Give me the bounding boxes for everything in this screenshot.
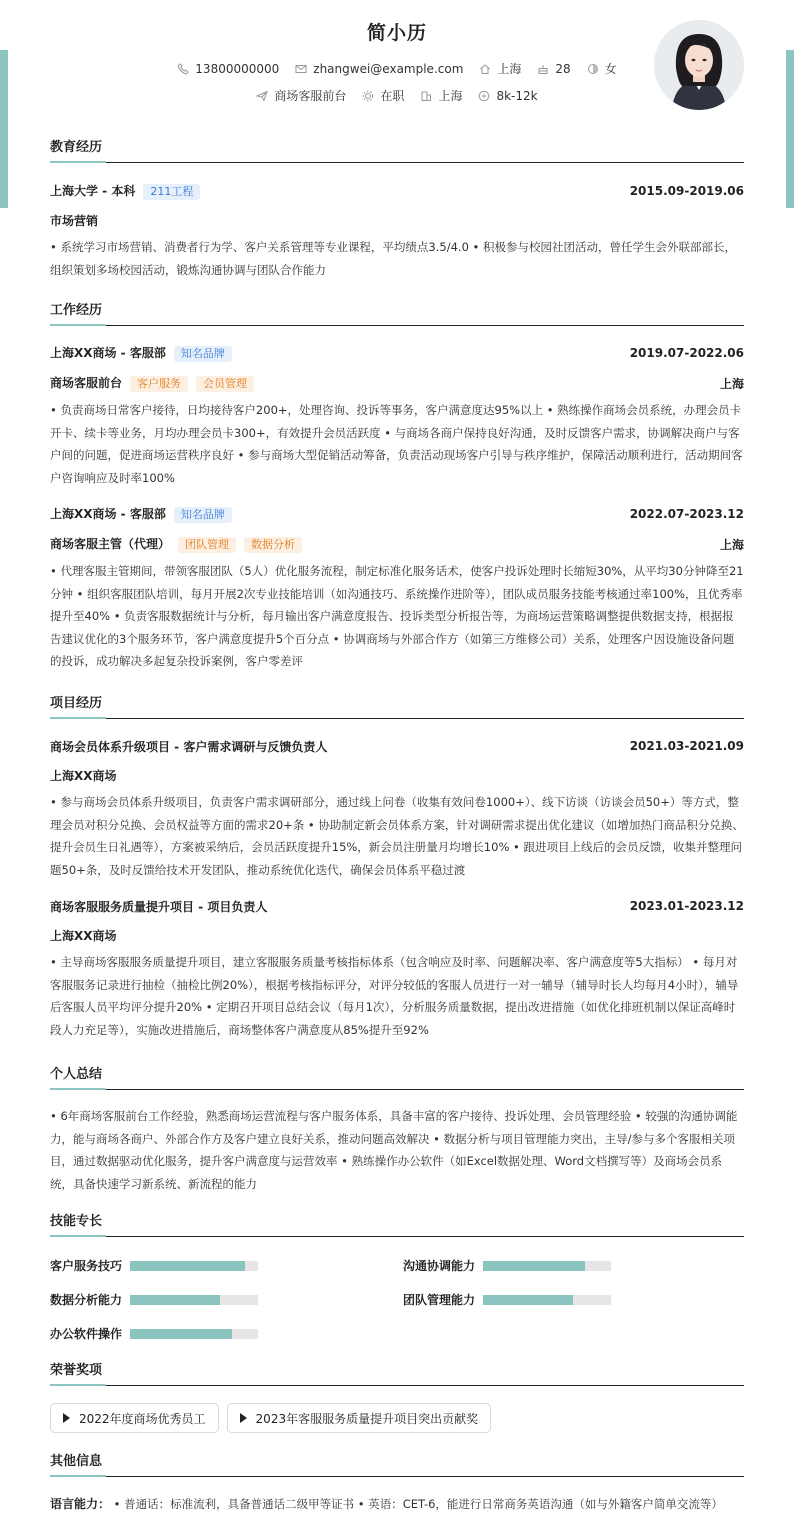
language-text: • 普通话：标准流利，具备普通话二级甲等证书 • 英语：CET-6，能进行日常商务英语沟通（如与外籍客户简单交流等） bbox=[113, 1497, 723, 1511]
skill-bar-fill bbox=[130, 1261, 245, 1271]
gender-item bbox=[587, 60, 617, 77]
triangle-icon bbox=[63, 1413, 70, 1423]
home-icon bbox=[479, 63, 491, 75]
city-text: 上海 bbox=[497, 62, 522, 76]
work-date: 2022.07-2023.12 bbox=[629, 507, 744, 521]
work-location: 上海 bbox=[719, 537, 744, 552]
project-name: 商场客服服务质量提升项目 - 项目负责人 bbox=[50, 899, 268, 914]
salary-text: 8k-12k bbox=[496, 88, 538, 103]
projects-section bbox=[50, 694, 744, 1041]
job-role: 商场客服主管（代理） 团队管理 数据分析 bbox=[50, 535, 302, 553]
triangle-icon bbox=[240, 1413, 247, 1423]
work-desc: • 代理客服主管期间，带领客服团队（5人）优化服务流程，制定标准化服务话术，使客户投诉处理时长缩短30%，从平均30分钟降至21分钟 • 组织客服团队培训，每月开展2次专业技能培训（如沟通技巧、系统操作进阶等），团队成员服务技能考核通过率100%，且优秀率提升至40% • 负责客服数据统计与分析，每月输出客户满意度报告、投诉类型分析报告等，为商场运营策略调整提供数据支持，根据报告建议优化的3个服务环节，客户满意度提升5个百分点 • 协调商场与外部合作方（如第三方维修公司）关系，处理客户因设施设备问题的投诉，成功解决多起复杂投诉案例，客户零差评 bbox=[50, 564, 744, 668]
skill-bar-fill bbox=[130, 1329, 232, 1339]
email-item bbox=[295, 62, 463, 76]
skill-label: 客户服务技巧 bbox=[50, 1259, 123, 1273]
position-text: 商场客服前台 bbox=[274, 89, 347, 103]
school-tag: 211工程 bbox=[143, 184, 200, 200]
skill-bar-fill bbox=[483, 1261, 585, 1271]
avatar-photo bbox=[654, 20, 744, 110]
work-city-item bbox=[420, 87, 462, 104]
project-date: 2021.03-2021.09 bbox=[629, 739, 744, 753]
project-name: 商场会员体系升级项目 - 客户需求调研与反馈负责人 bbox=[50, 739, 328, 754]
work-title: 工作经历 bbox=[50, 301, 744, 326]
skills-title: 技能专长 bbox=[50, 1212, 744, 1237]
skill-bar-fill bbox=[483, 1295, 573, 1305]
project-desc: • 主导商场客服服务质量提升项目，建立客服服务质量考核指标体系（包含响应及时率、问题解决率、客户满意度等5大指标） • 每月对客服服务记录进行抽检（抽检比例20%），根据考核指标评分，对评分较低的客服人员进行一对一辅导（辅导时长人均每月4小时），辅导后客服人员平均评分提升20% • 定期召开项目总结会议（每月1次），分析服务质量数据，提出改进措施（如优化排班机制以保证高峰时段人力充足等），实施改进措施后，商场整体客户满意度从85%提升至92% bbox=[50, 955, 739, 1037]
work-desc: • 负责商场日常客户接待，日均接待客户200+，处理咨询、投诉等事务，客户满意度达95%以上 • 熟练操作商场会员系统，办理会员卡开卡、续卡等业务，月均办理会员卡300+，有效提升会员活跃度 • 与商场各商户保持良好沟通，及时反馈客户需求，协调解决商户与客户间的问题，促进商场运营秩序良好 • 参与商场大型促销活动筹备，负责活动现场客户引导与秩序维护，保障活动顺利进行，活动期间客户咨询响应及时率100% bbox=[50, 403, 743, 485]
job-role: 商场客服前台 客户服务 会员管理 bbox=[50, 374, 254, 392]
age-text: 28 bbox=[555, 61, 571, 76]
salary-item bbox=[478, 89, 537, 103]
role-tag: 会员管理 bbox=[196, 376, 254, 392]
project-date: 2023.01-2023.12 bbox=[629, 899, 744, 913]
candidate-name: 简小历 bbox=[366, 22, 427, 44]
education-title: 教育经历 bbox=[50, 138, 744, 163]
project-org: 上海XX商场 bbox=[50, 769, 117, 783]
skill-bar bbox=[483, 1295, 611, 1305]
company-name: 上海XX商场 - 客服部 知名品牌 bbox=[50, 344, 232, 362]
award-item: 2023年客服服务质量提升项目突出贡献奖 bbox=[227, 1403, 492, 1433]
language-label: 语言能力： bbox=[50, 1497, 111, 1511]
project-entry bbox=[50, 897, 744, 1041]
portrait-image bbox=[654, 20, 744, 110]
summary-title: 个人总结 bbox=[50, 1065, 744, 1090]
awards-section bbox=[50, 1361, 744, 1433]
status-text: 在职 bbox=[380, 89, 405, 103]
position-item bbox=[256, 87, 346, 104]
skill-item bbox=[403, 1257, 611, 1274]
summary-section bbox=[50, 1065, 744, 1195]
work-location: 上海 bbox=[719, 376, 744, 391]
education-section bbox=[50, 138, 744, 281]
skill-item bbox=[403, 1291, 611, 1308]
phone-icon bbox=[177, 63, 189, 75]
education-date: 2015.09-2019.06 bbox=[629, 184, 744, 198]
gender-text: 女 bbox=[604, 62, 617, 76]
gender-icon bbox=[587, 63, 599, 75]
skill-item bbox=[50, 1325, 258, 1342]
company-tag: 知名品牌 bbox=[174, 346, 232, 362]
language-info bbox=[50, 1493, 744, 1516]
status-icon bbox=[362, 90, 374, 102]
send-icon bbox=[256, 90, 268, 102]
skill-bar bbox=[483, 1261, 611, 1271]
email-text: zhangwei@example.com bbox=[313, 61, 464, 76]
project-desc: • 参与商场会员体系升级项目，负责客户需求调研部分，通过线上问卷（收集有效问卷1000+）、线下访谈（访谈会员50+）等方式，整理会员对积分兑换、会员权益等方面的需求20+条 • 协助制定新会员体系方案，针对调研需求提出优化建议（如增加热门商品积分兑换、提升会员生日礼遇等），方案被采纳后，会员活跃度提升15%，新会员注册量月均增长10% • 跟进项目上线后的会员反馈，收集并整理问题50+条，及时反馈给技术开发团队，推动系统优化迭代，确保会员体系平稳过渡 bbox=[50, 795, 744, 877]
skills-section bbox=[50, 1212, 744, 1352]
skill-label: 数据分析能力 bbox=[50, 1293, 123, 1307]
skill-bar bbox=[130, 1261, 258, 1271]
skill-item bbox=[50, 1257, 258, 1274]
major-name: 市场营销 bbox=[50, 214, 99, 228]
project-entry bbox=[50, 737, 744, 881]
phone-text: 13800000000 bbox=[195, 61, 280, 76]
work-date: 2019.07-2022.06 bbox=[629, 346, 744, 360]
phone-item bbox=[177, 62, 279, 76]
building-icon bbox=[420, 90, 432, 102]
school-name: 上海大学 - 本科 211工程 bbox=[50, 182, 200, 200]
skill-label: 团队管理能力 bbox=[403, 1293, 476, 1307]
work-entry bbox=[50, 505, 744, 673]
skill-label: 沟通协调能力 bbox=[403, 1259, 476, 1273]
projects-title: 项目经历 bbox=[50, 694, 744, 719]
other-title: 其他信息 bbox=[50, 1452, 744, 1477]
resume-header bbox=[0, 0, 794, 120]
skill-label: 办公软件操作 bbox=[50, 1327, 123, 1341]
other-section bbox=[50, 1452, 744, 1516]
status-item bbox=[362, 87, 404, 104]
skill-item bbox=[50, 1291, 258, 1308]
mail-icon bbox=[295, 63, 307, 75]
city-item bbox=[479, 60, 521, 77]
project-org: 上海XX商场 bbox=[50, 929, 117, 943]
role-tag: 数据分析 bbox=[244, 537, 302, 553]
awards-title: 荣誉奖项 bbox=[50, 1361, 744, 1386]
skill-bar-fill bbox=[130, 1295, 220, 1305]
salary-icon bbox=[478, 90, 490, 102]
work-city-text: 上海 bbox=[438, 89, 463, 103]
summary-desc: • 6年商场客服前台工作经验，熟悉商场运营流程与客户服务体系，具备丰富的客户接待、投诉处理、会员管理经验 • 较强的沟通协调能力，能与商场各商户、外部合作方及客户建立良好关系，推动问题高效解决 • 数据分析与项目管理能力突出，主导/参与多个客服相关项目，通过数据驱动优化服务，提升客户满意度与运营效率 • 熟练操作办公软件（如Excel数据处理、Word文档撰写等）及商场会员系统，具备快速学习新系统、新流程的能力 bbox=[50, 1109, 738, 1191]
role-tag: 团队管理 bbox=[178, 537, 236, 553]
education-desc: • 系统学习市场营销、消费者行为学、客户关系管理等专业课程，平均绩点3.5/4.0 • 积极参与校园社团活动，曾任学生会外联部部长，组织策划多场校园活动，锻炼沟通协调与团队合作能力 bbox=[50, 240, 736, 277]
work-entry bbox=[50, 344, 744, 489]
skill-bar bbox=[130, 1295, 258, 1305]
cake-icon bbox=[537, 63, 549, 75]
role-tag: 客户服务 bbox=[130, 376, 188, 392]
age-item bbox=[537, 62, 570, 76]
company-tag: 知名品牌 bbox=[174, 507, 232, 523]
company-name: 上海XX商场 - 客服部 知名品牌 bbox=[50, 505, 232, 523]
skill-bar bbox=[130, 1329, 258, 1339]
work-section bbox=[50, 301, 744, 673]
award-item: 2022年度商场优秀员工 bbox=[50, 1403, 219, 1433]
